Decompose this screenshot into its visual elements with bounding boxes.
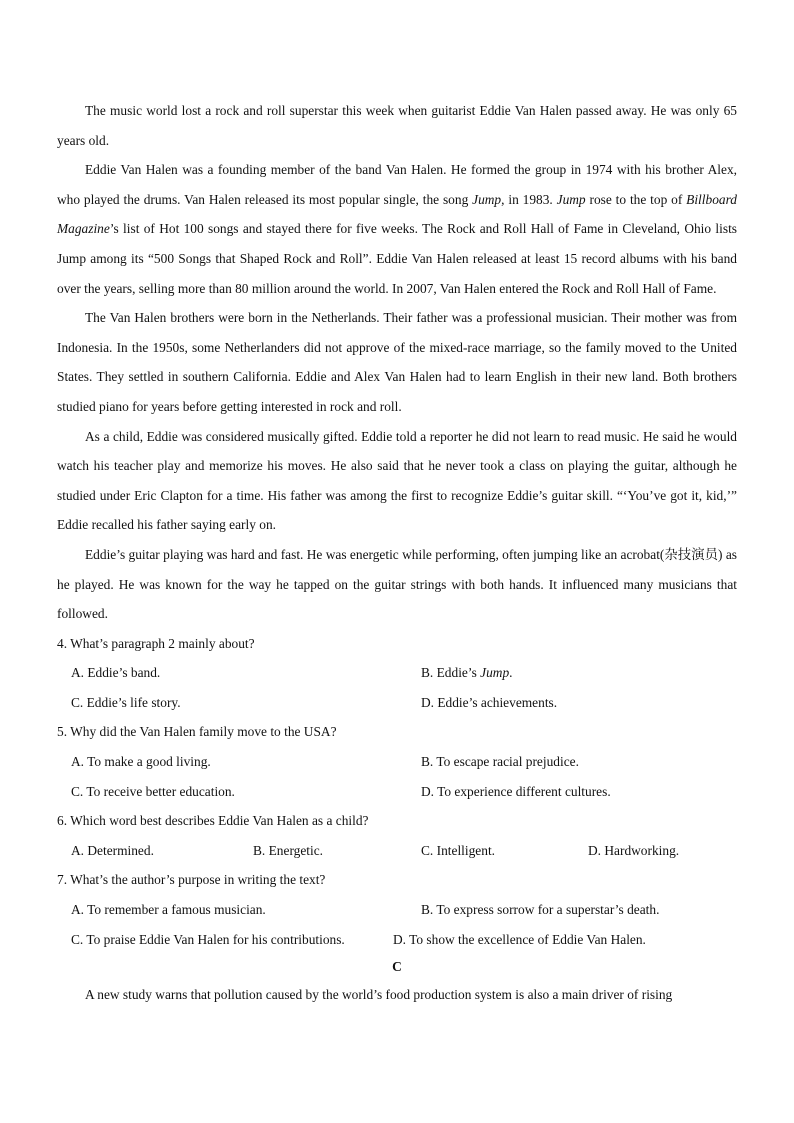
option-d: D. Hardworking. <box>588 842 680 858</box>
question-stem: 5. Why did the Van Halen family move to the USA? <box>57 724 337 740</box>
paragraph-4: As a child, Eddie was considered musically gifted. Eddie told a reporter he did not learn to read music. He said he would watch his teacher play and memorize his moves. He also said that he never took a class on playing the guitar, although he studied under Eric Clapton for a time. His father was among the first to recognize Eddie’s guitar skill. “‘You’ve got it, kid,’” Eddie recalled his father saying early on. <box>57 428 737 533</box>
options-row <box>71 836 737 866</box>
paragraph-5: Eddie’s guitar playing was hard and fast. He was energetic while performing, often jumping like an acrobat(杂技演员) as he played. He was known for the way he tapped on the guitar strings with both hands. It influenced many musicians that followed. <box>57 546 737 622</box>
paragraph-2: Eddie Van Halen was a founding member of the band Van Halen. He formed the group in 1974 with his brother Alex, who played the drums. Van Halen released its most popular single, the song Jump, in 1983. Jump rose to the top of Billboard Magazine’s list of Hot 100 songs and stayed there for five weeks. The Rock and Roll Hall of Fame in Cleveland, Ohio lists Jump among its “500 Songs that Shaped Rock and Roll”. Eddie Van Halen released at least 15 record albums with his band over the years, selling more than 80 million around the world. In 2007, Van Halen entered the Rock and Roll Hall of Fame. <box>57 162 737 296</box>
options-row <box>71 777 737 807</box>
section-c-first-line: A new study warns that pollution caused by the world’s food production system is also a main driver of rising <box>85 987 673 1003</box>
option-b: B. Energetic. <box>253 842 324 858</box>
option-c: C. To praise Eddie Van Halen for his contributions. <box>71 931 345 947</box>
options-row <box>71 688 737 718</box>
question-stem: 7. What’s the author’s purpose in writing the text? <box>57 872 326 888</box>
option-d: D. To experience different cultures. <box>421 783 611 799</box>
question-stem: 4. What’s paragraph 2 mainly about? <box>57 635 255 651</box>
option-a: A. To make a good living. <box>71 754 211 770</box>
option-d: D. Eddie’s achievements. <box>421 694 558 710</box>
question-stem: 6. Which word best describes Eddie Van Halen as a child? <box>57 813 369 829</box>
option-c: C. Eddie’s life story. <box>71 694 181 710</box>
option-b: B. To express sorrow for a superstar’s death. <box>421 902 660 918</box>
option-a: A. To remember a famous musician. <box>71 902 266 918</box>
option-b: B. Eddie’s Jump. <box>421 665 513 681</box>
options-row <box>71 925 737 955</box>
options-row <box>71 895 737 925</box>
options-row <box>71 747 737 777</box>
option-d: D. To show the excellence of Eddie Van Halen. <box>393 931 646 947</box>
section-heading: C <box>392 959 402 975</box>
option-a: A. Determined. <box>71 842 154 858</box>
option-c: C. Intelligent. <box>421 842 496 858</box>
question-5 <box>57 717 737 806</box>
options-row <box>71 658 737 688</box>
question-7 <box>57 865 737 954</box>
option-b: B. To escape racial prejudice. <box>421 754 579 770</box>
question-6 <box>57 806 737 865</box>
paragraph-3: The Van Halen brothers were born in the Netherlands. Their father was a professional musician. Their mother was from Indonesia. In the 1950s, some Netherlanders did not approve of the mixed-race marriage, so the family moved to the United States. They settled in southern California. Eddie and Alex Van Halen had to learn English in their new land. Both brothers studied piano for years before getting interested in rock and roll. <box>57 310 737 414</box>
option-c: C. To receive better education. <box>71 783 235 799</box>
question-4 <box>57 629 737 718</box>
paragraph-1: The music world lost a rock and roll superstar this week when guitarist Eddie Van Halen passed away. He was only 65 years old. <box>57 103 737 148</box>
option-a: A. Eddie’s band. <box>71 665 161 681</box>
passage-b <box>57 96 737 629</box>
exam-page <box>57 96 737 1010</box>
